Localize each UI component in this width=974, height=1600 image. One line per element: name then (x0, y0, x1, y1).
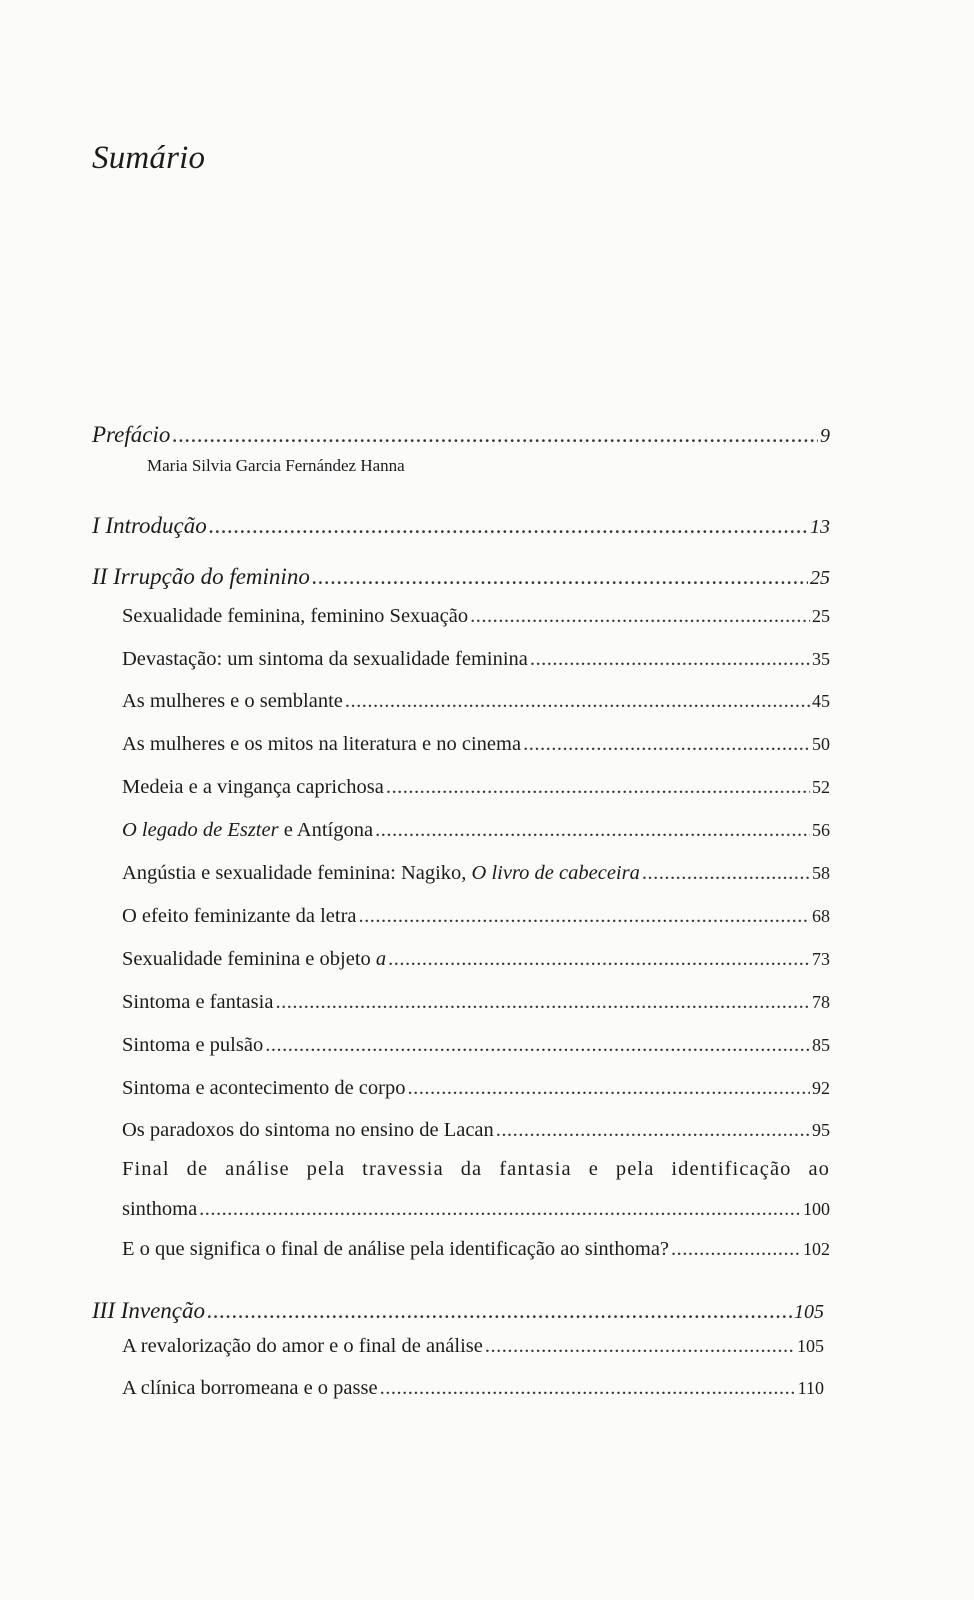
dot-leader (345, 690, 810, 713)
toc-entry[interactable] (122, 1238, 830, 1261)
dot-leader (207, 1298, 792, 1324)
page-number: 9 (820, 425, 830, 447)
toc-entry[interactable] (122, 776, 830, 799)
page-number: 52 (812, 777, 830, 797)
toc-entry[interactable] (122, 905, 830, 928)
dot-leader (470, 605, 810, 628)
page-title: Sumário (92, 140, 206, 176)
page-number: 56 (812, 820, 830, 840)
dot-leader (386, 776, 810, 799)
toc-entry[interactable] (122, 690, 830, 713)
section-title: I Introdução (92, 513, 207, 538)
dot-leader (485, 1335, 795, 1358)
toc-entry[interactable] (122, 1335, 824, 1358)
entry-title: e Antígona (278, 819, 374, 841)
page-number: 25 (810, 567, 830, 589)
dot-leader (375, 819, 810, 842)
preface-author: Maria Silvia Garcia Fernández Hanna (147, 456, 405, 475)
dot-leader (209, 513, 808, 539)
page-number: 105 (797, 1336, 824, 1356)
toc-entry[interactable] (122, 1377, 824, 1400)
dot-leader (496, 1119, 810, 1142)
dot-leader (671, 1238, 801, 1261)
dot-leader (172, 422, 818, 448)
entry-title: As mulheres e o semblante (122, 690, 343, 712)
dot-leader (199, 1198, 801, 1221)
entry-title: As mulheres e os mitos na literatura e no cinema (122, 733, 522, 755)
page-number: 25 (812, 606, 830, 626)
page-number: 100 (803, 1199, 830, 1219)
toc-entry[interactable] (122, 1119, 830, 1142)
toc-entry-line1[interactable] (122, 1158, 830, 1181)
entry-title-italic: O legado de Eszter (122, 819, 279, 841)
page-number: 95 (812, 1120, 830, 1140)
page-number: 102 (803, 1239, 830, 1259)
page-number: 85 (812, 1035, 830, 1055)
entry-title-italic: a (375, 948, 387, 970)
toc-entry[interactable] (122, 733, 830, 756)
entry-title: O efeito feminizante da letra (122, 905, 357, 927)
toc-entry[interactable] (122, 862, 830, 885)
entry-title: Sintoma e acontecimento de corpo (122, 1077, 406, 1099)
toc-entry[interactable] (122, 948, 830, 971)
section-title: III Invenção (92, 1298, 206, 1323)
dot-leader (359, 905, 811, 928)
entry-title: Sexualidade feminina, feminino Sexuação (122, 605, 469, 627)
entry-title: A clínica borromeana e o passe (122, 1377, 378, 1399)
entry-title-italic: O livro de cabeceira (471, 862, 640, 884)
entry-title: Angústia e sexualidade feminina: Nagiko, (122, 862, 472, 884)
entry-title: Devastação: um sintoma da sexualidade feminina (122, 648, 528, 670)
page-number: 92 (812, 1078, 830, 1098)
entry-title: sinthoma (122, 1198, 198, 1220)
entry-title: A revalorização do amor e o final de análise (122, 1335, 483, 1357)
dot-leader (523, 733, 810, 756)
dot-leader (380, 1377, 796, 1400)
dot-leader (388, 948, 810, 971)
dot-leader (530, 648, 810, 671)
page-number: 35 (812, 649, 830, 669)
entry-title: Medeia e a vingança caprichosa (122, 776, 384, 798)
page-number: 110 (797, 1378, 824, 1398)
page-number: 45 (812, 691, 830, 711)
entry-title: Sexualidade feminina e objeto (122, 948, 376, 970)
page-number: 58 (812, 863, 830, 883)
page-number: 13 (810, 516, 830, 538)
section-title: Prefácio (92, 422, 171, 447)
dot-leader (408, 1077, 811, 1100)
entry-title: Final de análise pela travessia da fantasia e pela identificação ao (122, 1158, 830, 1180)
toc-entry[interactable] (122, 1034, 830, 1057)
page-number: 73 (812, 949, 830, 969)
toc-section-prefacio[interactable] (92, 422, 830, 448)
page-number: 50 (812, 734, 830, 754)
toc-section-irrupcao[interactable] (92, 564, 830, 590)
page-number: 68 (812, 906, 830, 926)
table-of-contents (92, 0, 830, 1600)
toc-section-invencao[interactable] (92, 1298, 824, 1324)
entry-title: E o que significa o final de análise pela identificação ao sinthoma? (122, 1238, 670, 1260)
toc-entry[interactable] (122, 819, 830, 842)
page-number: 78 (812, 992, 830, 1012)
dot-leader (265, 1034, 810, 1057)
entry-title: Os paradoxos do sintoma no ensino de Lacan (122, 1119, 494, 1141)
section-title: II Irrupção do feminino (92, 564, 310, 589)
toc-entry[interactable] (122, 605, 830, 628)
dot-leader (275, 991, 810, 1014)
toc-entry-line2[interactable] (122, 1198, 830, 1221)
toc-entry[interactable] (122, 991, 830, 1014)
toc-entry[interactable] (122, 1077, 830, 1100)
page-number: 105 (794, 1301, 824, 1323)
dot-leader (642, 862, 810, 885)
dot-leader (312, 564, 808, 590)
toc-section-introducao[interactable] (92, 513, 830, 539)
entry-title: Sintoma e fantasia (122, 991, 274, 1013)
toc-entry[interactable] (122, 648, 830, 671)
entry-title: Sintoma e pulsão (122, 1034, 264, 1056)
